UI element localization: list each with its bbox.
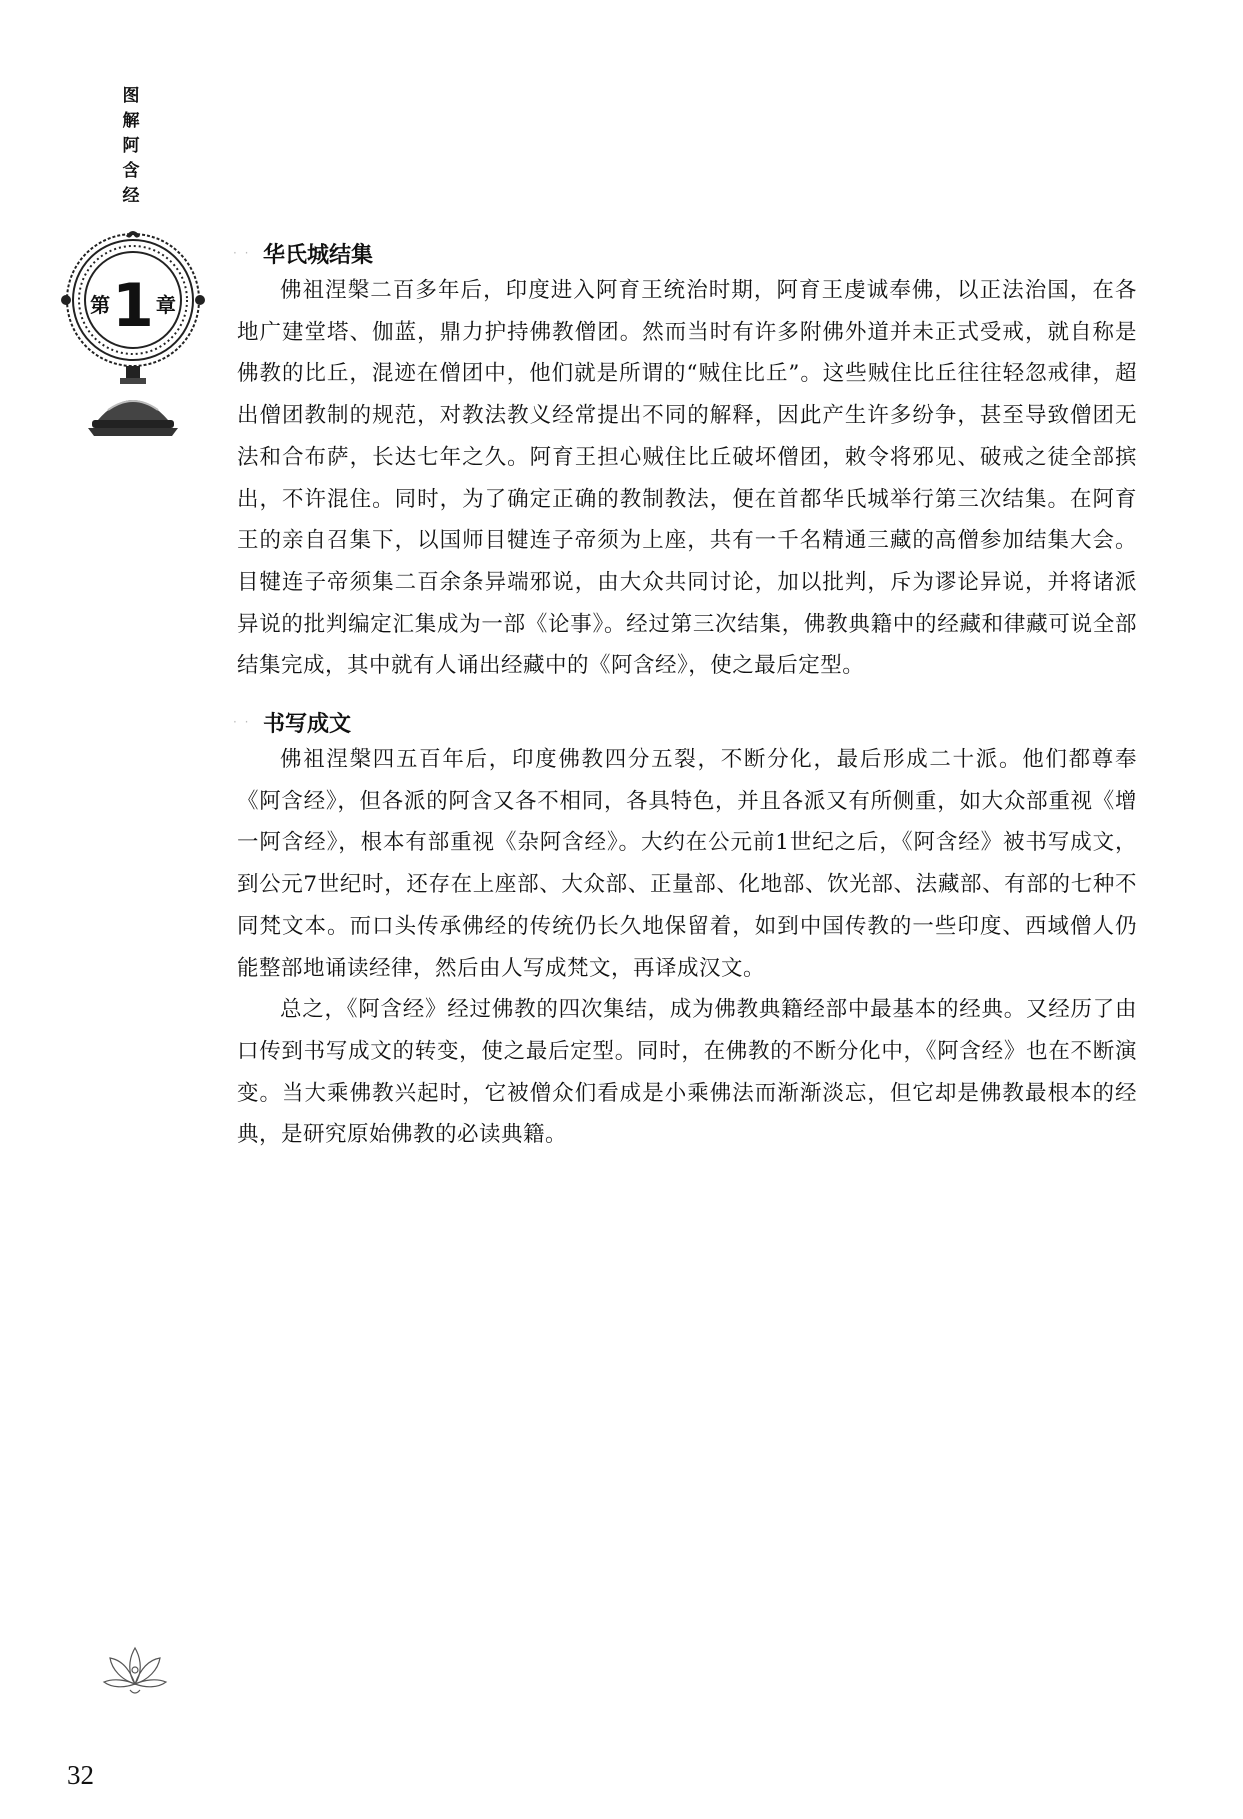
chapter-medallion-icon — [58, 230, 208, 440]
book-title-vertical — [118, 84, 144, 209]
main-content — [233, 236, 1137, 1156]
section-heading — [233, 705, 1137, 739]
dotted-ornament-icon: · · — [233, 246, 251, 260]
book-title-char: 阿 — [122, 136, 140, 156]
book-title-char: 图 — [122, 86, 140, 106]
section-heading-text: 书写成文 — [263, 711, 352, 737]
chapter-number-label — [58, 271, 208, 341]
body-paragraph: 总之，《阿含经》经过佛教的四次集结，成为佛教典籍经部中最基本的经典。又经历了由口传到书写成文的转变，使之最后定型。同时，在佛教的不断分化中，《阿含经》也在不断演变。当大乘佛教兴起时，它被僧众们看成是小乘佛法而渐渐淡忘，但它却是佛教最根本的经典，是研究原始佛教的必读典籍。 — [237, 997, 1137, 1148]
book-title-char: 含 — [122, 161, 140, 181]
dotted-ornament-icon: · · — [233, 715, 251, 730]
chapter-suffix: 章 — [155, 293, 176, 317]
section-heading-text: 华氏城结集 — [263, 242, 374, 268]
chapter-prefix: 第 — [90, 293, 111, 317]
lotus-flower-icon — [100, 1640, 170, 1698]
book-title-char: 解 — [122, 111, 140, 131]
book-title-char: 经 — [122, 186, 140, 206]
page-number: 32 — [67, 1760, 94, 1790]
chapter-number: 1 — [112, 271, 154, 341]
section-heading — [233, 236, 1137, 270]
body-paragraph: 佛祖涅槃二百多年后，印度进入阿育王统治时期，阿育王虔诚奉佛，以正法治国，在各地广建堂塔、伽蓝，鼎力护持佛教僧团。然而当时有许多附佛外道并未正式受戒，就自称是佛教的比丘，混迹在僧团中，他们就是所谓的“贼住比丘”。这些贼住比丘往往轻忽戒律，超出僧团教制的规范，对教法教义经常提出不同的解释，因此产生许多纷争，甚至导致僧团无法和合布萨，长达七年之久。阿育王担心贼住比丘破坏僧团，敕令将邪见、破戒之徒全部摈出，不许混住。同时，为了确定正确的教制教法，便在首都华氏城举行第三次结集。在阿育王的亲自召集下，以国师目犍连子帝须为上座，共有一千名精通三藏的高僧参加结集大会。目犍连子帝须集二百余条异端邪说，由大众共同讨论，加以批判，斥为谬论异说，并将诸派异说的批判编定汇集成为一部《论事》。经过第三次结集，佛教典籍中的经藏和律藏可说全部结集完成，其中就有人诵出经藏中的《阿含经》，使之最后定型。 — [237, 278, 1137, 679]
body-paragraph: 佛祖涅槃四五百年后，印度佛教四分五裂，不断分化，最后形成二十派。他们都尊奉《阿含经》，但各派的阿含又各不相同，各具特色，并且各派又有所侧重，如大众部重视《增一阿含经》，根本有部重视《杂阿含经》。大约在公元前1世纪之后，《阿含经》被书写成文，到公元7世纪时，还存在上座部、大众部、正量部、化地部、饮光部、法藏部、有部的七种不同梵文本。而口头传承佛经的传统仍长久地保留着，如到中国传教的一些印度、西域僧人仍能整部地诵读经律，然后由人写成梵文，再译成汉文。 — [237, 747, 1137, 981]
